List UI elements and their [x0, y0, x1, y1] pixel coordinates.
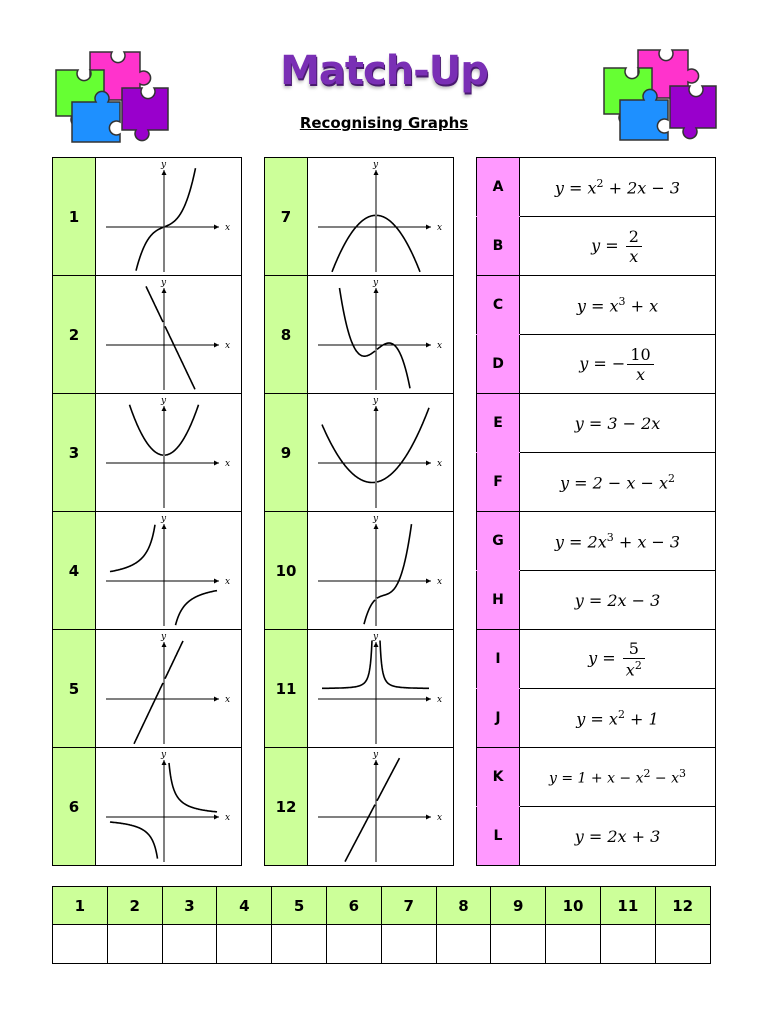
y-axis-arrow	[162, 524, 167, 529]
answer-input-box[interactable]	[326, 925, 381, 964]
equation-row	[477, 158, 716, 217]
answer-header-cell: 8	[436, 887, 491, 925]
graph-curve	[165, 641, 183, 679]
x-axis-arrow	[426, 343, 431, 348]
equation-formula: $y = x^3 + x$	[520, 276, 716, 335]
equation-formula: y = − $\frac{10}{x}$	[520, 335, 716, 394]
answer-header-cell: 9	[491, 887, 546, 925]
graph-curve	[110, 525, 155, 572]
y-axis-arrow	[374, 170, 379, 175]
equation-row	[477, 689, 716, 748]
equation-row	[477, 630, 716, 689]
y-axis-label: y	[161, 396, 167, 406]
x-axis-label: x	[437, 223, 443, 233]
graph-line-negative-slope	[96, 276, 241, 393]
y-axis-label: y	[373, 160, 379, 170]
answer-header-cell: 11	[600, 887, 655, 925]
graph-line-positive-slope	[96, 630, 241, 747]
equation-letter: A	[477, 158, 520, 217]
y-axis-label: y	[373, 396, 379, 406]
x-axis-label: x	[225, 577, 231, 587]
page-title: Match-Up	[280, 48, 488, 94]
x-axis-label: x	[437, 577, 443, 587]
x-axis-label: x	[225, 459, 231, 469]
graph-row	[53, 748, 242, 866]
graph-reciprocal-squared	[308, 630, 453, 747]
equation-row	[477, 394, 716, 453]
y-axis-label: y	[161, 632, 167, 642]
graph-number: 3	[53, 394, 96, 512]
graph-number: 4	[53, 512, 96, 630]
equation-letter: B	[477, 217, 520, 276]
x-axis-label: x	[225, 341, 231, 351]
equation-formula: $y = 2 - x - x^2$	[520, 453, 716, 512]
graph-curve	[377, 524, 412, 598]
equation-row	[477, 217, 716, 276]
graph-number: 10	[265, 512, 308, 630]
equation-row	[477, 512, 716, 571]
graph-number: 6	[53, 748, 96, 866]
graph-curve	[364, 600, 375, 624]
graph-row	[265, 512, 454, 630]
graph-row	[265, 630, 454, 748]
graph-curve	[377, 215, 420, 272]
answer-header-cell: 1	[53, 887, 108, 925]
graph-cubic-increasing-shifted	[308, 512, 453, 629]
x-axis-arrow	[426, 697, 431, 702]
answer-header-cell: 12	[655, 887, 710, 925]
x-axis-label: x	[225, 695, 231, 705]
equation-row	[477, 276, 716, 335]
equation-letter: L	[477, 807, 520, 866]
answer-input-box[interactable]	[107, 925, 162, 964]
equation-letter: E	[477, 394, 520, 453]
graphs-table-left	[52, 157, 242, 866]
graph-number: 5	[53, 630, 96, 748]
answer-header-cell: 3	[162, 887, 217, 925]
graph-reciprocal-negative	[96, 512, 241, 629]
equation-letter: D	[477, 335, 520, 394]
x-axis-arrow	[214, 225, 219, 230]
graph-row	[53, 158, 242, 276]
x-axis-label: x	[437, 341, 443, 351]
graph-cell	[96, 394, 242, 512]
y-axis-arrow	[374, 760, 379, 765]
y-axis-arrow	[162, 760, 167, 765]
graph-line-steep-positive	[308, 748, 453, 865]
graph-curve	[377, 408, 429, 482]
graph-curve	[377, 343, 410, 388]
y-axis-label: y	[373, 514, 379, 524]
graph-number: 7	[265, 158, 308, 276]
answer-input-box[interactable]	[546, 925, 601, 964]
equation-row	[477, 807, 716, 866]
answer-input-box[interactable]	[436, 925, 491, 964]
x-axis-arrow	[214, 815, 219, 820]
graph-curve	[322, 425, 375, 483]
x-axis-arrow	[214, 579, 219, 584]
equation-letter: H	[477, 571, 520, 630]
graph-number: 8	[265, 276, 308, 394]
graph-row	[53, 276, 242, 394]
graph-cell	[308, 512, 454, 630]
graph-reciprocal-positive	[96, 748, 241, 865]
x-axis-arrow	[214, 697, 219, 702]
graph-cell	[308, 158, 454, 276]
x-axis-arrow	[214, 461, 219, 466]
graph-row	[53, 512, 242, 630]
equation-formula: y = 2x + 3	[520, 807, 716, 866]
equation-letter: K	[477, 748, 520, 807]
graph-cell	[308, 630, 454, 748]
equation-formula: y = 3 − 2x	[520, 394, 716, 453]
graph-row	[265, 748, 454, 866]
graph-curve	[134, 683, 163, 744]
graph-row	[53, 394, 242, 512]
equation-letter: C	[477, 276, 520, 335]
answer-input-box[interactable]	[53, 925, 108, 964]
page-subtitle: Recognising Graphs	[299, 114, 469, 132]
graph-curve	[165, 405, 199, 455]
answer-input-box[interactable]	[162, 925, 217, 964]
x-axis-label: x	[225, 223, 231, 233]
x-axis-arrow	[426, 461, 431, 466]
graph-number: 12	[265, 748, 308, 866]
y-axis-arrow	[162, 170, 167, 175]
y-axis-label: y	[161, 514, 167, 524]
equation-formula: $y = 2x^3 + x - 3$	[520, 512, 716, 571]
graph-number: 2	[53, 276, 96, 394]
graph-cell	[308, 394, 454, 512]
graph-curve	[380, 641, 429, 689]
graph-curve	[345, 805, 375, 862]
y-axis-label: y	[373, 632, 379, 642]
answer-input-box[interactable]	[491, 925, 546, 964]
y-axis-arrow	[162, 642, 167, 647]
graph-curve	[146, 286, 163, 322]
graphs-table-right	[264, 157, 454, 866]
graph-cubic-decreasing	[308, 276, 453, 393]
answer-header-cell: 5	[272, 887, 327, 925]
answer-input-box[interactable]	[217, 925, 272, 964]
equation-formula: y = $\frac{2}{x}$	[520, 217, 716, 276]
graph-row	[53, 630, 242, 748]
equation-letter: J	[477, 689, 520, 748]
equation-row	[477, 571, 716, 630]
graph-curve	[340, 288, 376, 356]
graph-curve	[130, 405, 164, 455]
graph-cell	[96, 748, 242, 866]
y-axis-arrow	[162, 406, 167, 411]
equation-letter: I	[477, 630, 520, 689]
equation-row	[477, 335, 716, 394]
graph-curve	[110, 822, 158, 859]
equations-table	[476, 157, 716, 866]
equation-formula: $y = x^2 + 2x - 3$	[520, 158, 716, 217]
equation-formula: $y = x^2 + 1$	[520, 689, 716, 748]
graph-number: 9	[265, 394, 308, 512]
graph-row	[265, 394, 454, 512]
equation-letter: G	[477, 512, 520, 571]
graph-curve	[377, 758, 400, 801]
equation-row	[477, 453, 716, 512]
graph-curve	[322, 641, 372, 689]
answer-header-cell: 10	[546, 887, 601, 925]
graph-number: 11	[265, 630, 308, 748]
graph-cell	[308, 276, 454, 394]
x-axis-arrow	[426, 225, 431, 230]
answer-header-cell: 7	[381, 887, 436, 925]
x-axis-arrow	[426, 815, 431, 820]
equation-formula: y = 2x − 3	[520, 571, 716, 630]
graph-row	[265, 158, 454, 276]
y-axis-label: y	[161, 160, 167, 170]
graph-number: 1	[53, 158, 96, 276]
answer-input-box[interactable]	[655, 925, 710, 964]
y-axis-label: y	[161, 750, 167, 760]
answer-header-cell: 2	[107, 887, 162, 925]
graph-parabola-up-shifted	[308, 394, 453, 511]
answer-header-cell: 6	[326, 887, 381, 925]
graph-cell	[96, 276, 242, 394]
y-axis-label: y	[373, 278, 379, 288]
answer-input-box[interactable]	[600, 925, 655, 964]
answer-grid	[52, 886, 711, 964]
answer-input-box[interactable]	[272, 925, 327, 964]
x-axis-arrow	[214, 343, 219, 348]
graph-parabola-up-positive-vertex	[96, 394, 241, 511]
graph-curve	[176, 591, 218, 626]
x-axis-label: x	[437, 813, 443, 823]
y-axis-arrow	[374, 288, 379, 293]
equation-row	[477, 748, 716, 807]
graph-curve	[332, 215, 375, 272]
y-axis-arrow	[374, 524, 379, 529]
graph-curve	[169, 763, 217, 812]
x-axis-label: x	[225, 813, 231, 823]
y-axis-label: y	[373, 750, 379, 760]
graph-curve	[165, 168, 196, 226]
x-axis-label: x	[437, 695, 443, 705]
graph-curve	[165, 326, 195, 389]
y-axis-label: y	[161, 278, 167, 288]
equation-formula: $y = 1 + x - x^2 - x^3$	[520, 748, 716, 807]
graph-row	[265, 276, 454, 394]
equation-formula: y = $\frac{5}{x^2}$	[520, 630, 716, 689]
answer-input-box[interactable]	[381, 925, 436, 964]
y-axis-arrow	[374, 406, 379, 411]
graph-curve	[136, 227, 163, 270]
graph-parabola-down	[308, 158, 453, 275]
x-axis-arrow	[426, 579, 431, 584]
y-axis-arrow	[374, 642, 379, 647]
graph-cell	[96, 158, 242, 276]
graph-cell	[96, 630, 242, 748]
graph-cubic-increasing	[96, 158, 241, 275]
answer-header-cell: 4	[217, 887, 272, 925]
y-axis-arrow	[162, 288, 167, 293]
graph-cell	[96, 512, 242, 630]
equation-letter: F	[477, 453, 520, 512]
graph-cell	[308, 748, 454, 866]
x-axis-label: x	[437, 459, 443, 469]
